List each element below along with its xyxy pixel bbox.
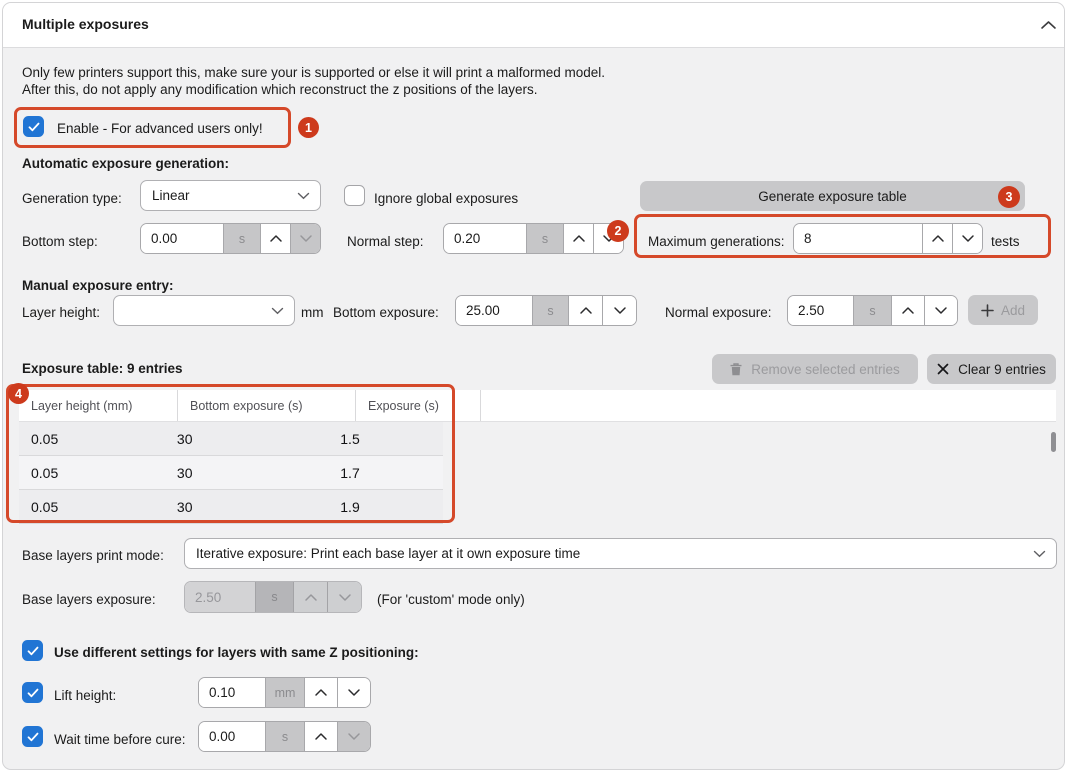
chevron-down-icon: [1033, 550, 1046, 558]
table-scrollbar-thumb[interactable]: [1051, 432, 1056, 452]
chevron-up-icon: [572, 234, 586, 243]
chevron-down-icon: [934, 306, 948, 315]
chevron-up-icon: [901, 306, 915, 315]
annotation-badge-2: 2: [607, 220, 629, 242]
generate-exposure-table-label: Generate exposure table: [758, 188, 907, 204]
checkmark-icon: [27, 646, 39, 656]
lift-height-checkbox[interactable]: [22, 682, 43, 703]
base-exposure-note: (For 'custom' mode only): [377, 592, 525, 607]
bottom-step-spinner: [140, 223, 321, 254]
bottom-step-input[interactable]: [141, 224, 223, 253]
cell-bottom-exposure: 30: [176, 464, 193, 481]
chevron-up-icon: [314, 732, 328, 741]
bottom-exposure-input[interactable]: [456, 296, 532, 325]
max-generations-label: Maximum generations:: [648, 234, 785, 249]
add-entry-label: Add: [1000, 302, 1026, 318]
column-header-bottom-exposure[interactable]: Bottom exposure (s): [178, 390, 356, 421]
layer-height-label: Layer height:: [22, 305, 101, 320]
wait-time-label: Wait time before cure:: [54, 732, 186, 747]
chevron-up-icon: [304, 593, 318, 602]
bottom-step-label: Bottom step:: [22, 234, 98, 249]
ignore-global-exposures-label: Ignore global exposures: [374, 191, 519, 206]
lift-height-unit: mm: [265, 678, 304, 707]
lift-height-label: Lift height:: [54, 688, 117, 703]
base-exposure-spinner: [184, 581, 362, 613]
exposure-table-body: [19, 422, 443, 524]
wait-time-unit: s: [265, 722, 304, 751]
x-icon: [937, 363, 949, 375]
panel-header: [3, 3, 1064, 48]
checkmark-icon: [27, 732, 39, 742]
exposure-table: [19, 390, 1056, 524]
enable-checkbox-label: Enable - For advanced users only!: [57, 121, 263, 136]
base-exposure-unit: s: [255, 582, 293, 612]
table-row[interactable]: [19, 456, 443, 490]
page-title: Multiple exposures: [22, 16, 149, 32]
annotation-badge-1: 1: [298, 117, 319, 138]
max-generations-decrement-button[interactable]: [952, 224, 982, 253]
description-line-2: After this, do not apply any modification which reconstruct the z positions of the layers.: [22, 82, 538, 97]
checkmark-icon: [28, 122, 40, 132]
wait-time-increment-button[interactable]: [304, 722, 337, 751]
generate-exposure-table-button[interactable]: [640, 181, 1025, 211]
plus-icon: [981, 304, 994, 317]
normal-step-spinner: [443, 223, 624, 254]
table-row[interactable]: [19, 422, 443, 456]
bottom-step-increment-button[interactable]: [260, 224, 290, 253]
normal-exposure-unit: s: [853, 296, 891, 325]
cell-bottom-exposure: 30: [176, 498, 193, 515]
chevron-down-icon: [347, 688, 361, 697]
collapse-panel-button[interactable]: [1040, 20, 1057, 30]
layer-height-unit: mm: [301, 305, 324, 320]
base-print-mode-value: Iterative exposure: Print each base layer at it own exposure time: [196, 546, 581, 561]
same-z-checkbox[interactable]: [22, 640, 43, 661]
chevron-down-icon: [297, 192, 310, 200]
normal-exposure-label: Normal exposure:: [665, 305, 772, 320]
manual-section-heading: Manual exposure entry:: [22, 278, 174, 293]
normal-step-label: Normal step:: [347, 234, 424, 249]
base-exposure-decrement-button[interactable]: [327, 582, 361, 612]
column-header-layer-height[interactable]: Layer height (mm): [19, 390, 178, 421]
normal-step-unit: s: [526, 224, 563, 253]
base-exposure-label: Base layers exposure:: [22, 592, 156, 607]
chevron-up-icon: [269, 234, 283, 243]
chevron-down-icon: [299, 234, 313, 243]
chevron-up-icon: [1040, 20, 1057, 30]
column-header-exposure[interactable]: Exposure (s): [356, 390, 481, 421]
lift-height-spinner: [198, 677, 371, 708]
cell-exposure: 1.7: [340, 464, 360, 481]
max-generations-suffix: tests: [991, 234, 1020, 249]
cell-exposure: 1.5: [340, 430, 360, 447]
chevron-up-icon: [579, 306, 593, 315]
chevron-up-icon: [931, 234, 945, 243]
normal-exposure-spinner: [787, 295, 958, 326]
bottom-exposure-label: Bottom exposure:: [333, 305, 439, 320]
exposure-table-header: [19, 390, 1056, 422]
lift-height-increment-button[interactable]: [304, 678, 337, 707]
ignore-global-exposures-checkbox[interactable]: [344, 185, 365, 206]
trash-icon: [730, 363, 742, 376]
chevron-up-icon: [314, 688, 328, 697]
base-print-mode-select[interactable]: [184, 538, 1057, 569]
generation-type-label: Generation type:: [22, 191, 122, 206]
checkmark-icon: [27, 688, 39, 698]
max-generations-input[interactable]: [794, 224, 922, 253]
table-section-heading: Exposure table: 9 entries: [22, 361, 183, 376]
auto-section-heading: Automatic exposure generation:: [22, 156, 230, 171]
generation-type-select[interactable]: [140, 180, 321, 211]
max-generations-increment-button[interactable]: [922, 224, 952, 253]
chevron-down-icon: [338, 593, 352, 602]
description-line-1: Only few printers support this, make sure your is supported or else it will print a malformed model.: [22, 65, 605, 80]
chevron-down-icon: [347, 732, 361, 741]
normal-step-increment-button[interactable]: [563, 224, 593, 253]
wait-time-checkbox[interactable]: [22, 726, 43, 747]
bottom-step-unit: s: [223, 224, 260, 253]
chevron-down-icon: [271, 307, 284, 315]
normal-step-input[interactable]: [444, 224, 526, 253]
base-exposure-input[interactable]: [185, 582, 255, 612]
enable-checkbox[interactable]: [23, 116, 44, 137]
clear-entries-button[interactable]: [927, 354, 1056, 384]
bottom-exposure-increment-button[interactable]: [568, 296, 602, 325]
wait-time-input[interactable]: [199, 722, 265, 751]
annotation-badge-3: 3: [998, 186, 1020, 208]
layer-height-select[interactable]: [113, 295, 295, 326]
cell-exposure: 1.9: [340, 498, 360, 515]
table-row[interactable]: [19, 490, 443, 524]
max-generations-spinner: [793, 223, 983, 254]
same-z-heading: Use different settings for layers with same Z positioning:: [54, 645, 419, 660]
normal-exposure-decrement-button[interactable]: [924, 296, 957, 325]
remove-selected-entries-label: Remove selected entries: [751, 361, 900, 377]
normal-exposure-input[interactable]: [788, 296, 853, 325]
chevron-down-icon: [613, 306, 627, 315]
cell-layer-height: 0.05: [31, 464, 59, 481]
generation-type-value: Linear: [152, 188, 190, 203]
cell-bottom-exposure: 30: [176, 430, 193, 447]
wait-time-decrement-button[interactable]: [337, 722, 370, 751]
clear-entries-label: Clear 9 entries: [958, 361, 1046, 377]
normal-exposure-increment-button[interactable]: [891, 296, 924, 325]
lift-height-input[interactable]: [199, 678, 265, 707]
remove-selected-entries-button[interactable]: [712, 354, 918, 384]
bottom-exposure-unit: s: [532, 296, 568, 325]
base-print-mode-label: Base layers print mode:: [22, 548, 164, 563]
annotation-badge-4: 4: [8, 383, 29, 404]
bottom-step-decrement-button[interactable]: [290, 224, 320, 253]
wait-time-spinner: [198, 721, 371, 752]
bottom-exposure-spinner: [455, 295, 637, 326]
base-exposure-increment-button[interactable]: [293, 582, 327, 612]
cell-layer-height: 0.05: [31, 498, 59, 515]
cell-layer-height: 0.05: [31, 430, 59, 447]
add-entry-button[interactable]: [968, 295, 1038, 325]
chevron-down-icon: [961, 234, 975, 243]
bottom-exposure-decrement-button[interactable]: [602, 296, 636, 325]
lift-height-decrement-button[interactable]: [337, 678, 370, 707]
